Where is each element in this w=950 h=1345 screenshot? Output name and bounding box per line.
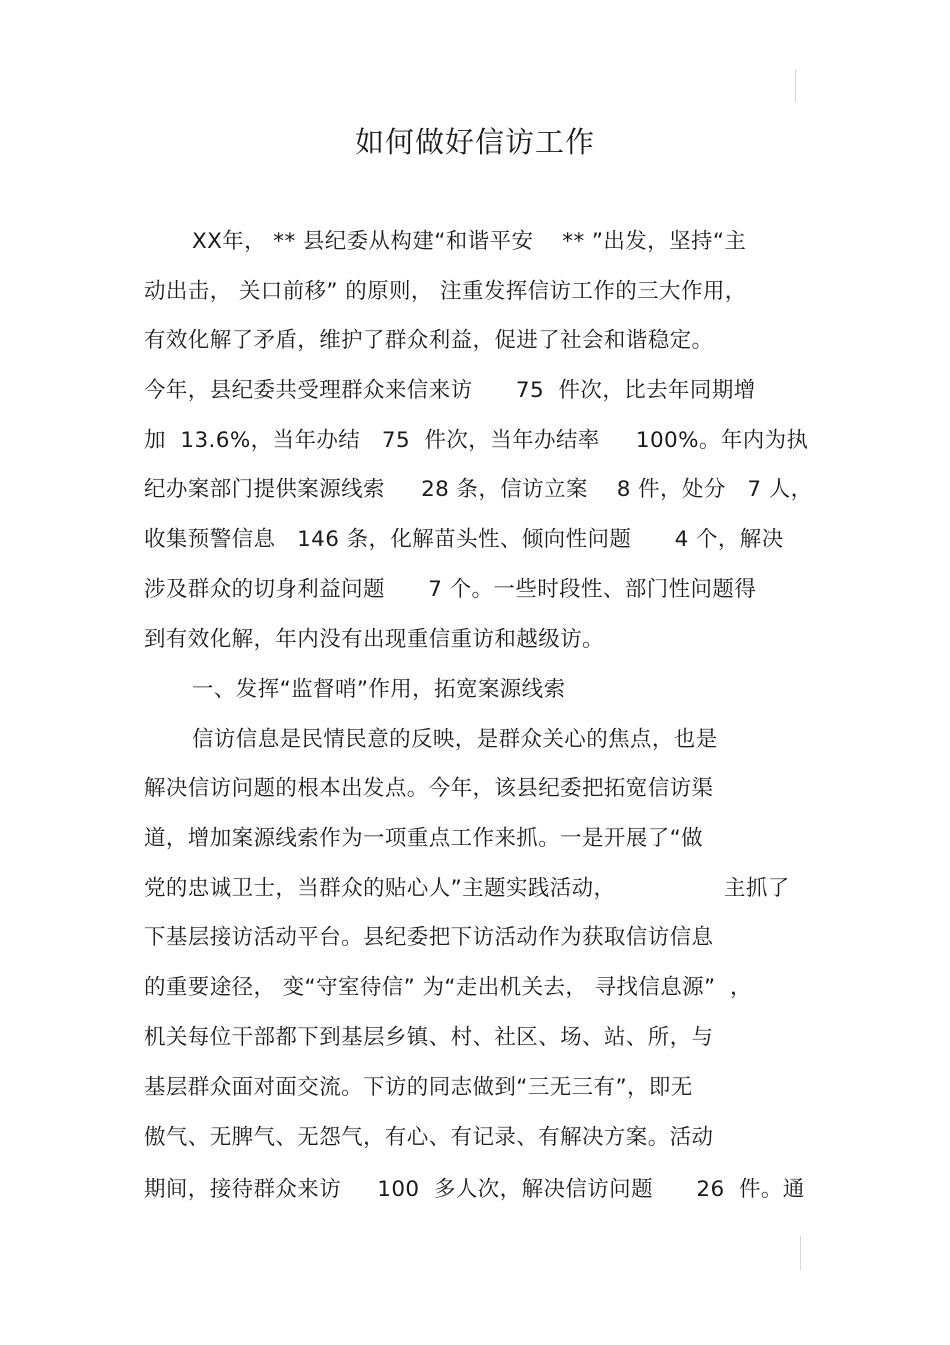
section-heading: 一、发挥“监督哨”作用，拓宽案源线索 [192,677,566,702]
paragraph-line: 傲气、无脾气、无怨气，有心、有记录、有解决方案。活动 [144,1125,714,1150]
paragraph-line: 下基层接访活动平台。县纪委把下访活动作为获取信访信息 [144,925,714,950]
paragraph-line: 的重要途径， 变“守室待信” 为“走出机关去， 寻找信息源” ， [144,975,752,1000]
paragraph-line: 收集预警信息 146 条，化解苗头性、倾向性问题 4 个，解决 [144,527,784,552]
paragraph-line: 党的忠诚卫士，当群众的贴心人”主题实践活动， 主抓了 [144,876,790,901]
paragraph-line: XX年， ** 县纪委从构建“和谐平安 ** ”出发，坚持“主 [192,229,747,254]
paragraph-line: 信访信息是民情民意的反映，是群众关心的焦点，也是 [192,727,718,752]
paragraph-line: 到有效化解，年内没有出现重信重访和越级访。 [144,627,604,652]
paragraph-line: 道，增加案源线索作为一项重点工作来抓。一是开展了“做 [144,826,704,851]
paragraph-line: 加 13.6%，当年办结 75 件次，当年办结率 100%。年内为执 [144,428,809,453]
page-corner-mark-top [795,70,796,102]
document-title: 如何做好信访工作 [354,125,595,159]
paragraph-line: 动出击， 关口前移” 的原则， 注重发挥信访工作的三大作用， [144,279,747,304]
paragraph-line: 机关每位干部都下到基层乡镇、村、社区、场、站、所，与 [144,1025,714,1050]
paragraph-line: 解决信访问题的根本出发点。今年，该县纪委把拓宽信访渠 [144,776,714,801]
paragraph-line: 期间，接待群众来访 100 多人次，解决信访问题 26 件。通 [144,1177,805,1202]
page-corner-mark-bottom [800,1236,801,1270]
paragraph-line: 基层群众面对面交流。下访的同志做到“三无三有”，即无 [144,1075,693,1100]
paragraph-line: 有效化解了矛盾，维护了群众利益，促进了社会和谐稳定。 [144,328,714,353]
paragraph-line: 今年，县纪委共受理群众来信来访 75 件次，比去年同期增 [144,378,756,403]
paragraph-line: 纪办案部门提供案源线索 28 条，信访立案 8 件，处分 7 人， [144,477,813,502]
paragraph-line: 涉及群众的切身利益问题 7 个。一些时段性、部门性问题得 [144,577,757,602]
